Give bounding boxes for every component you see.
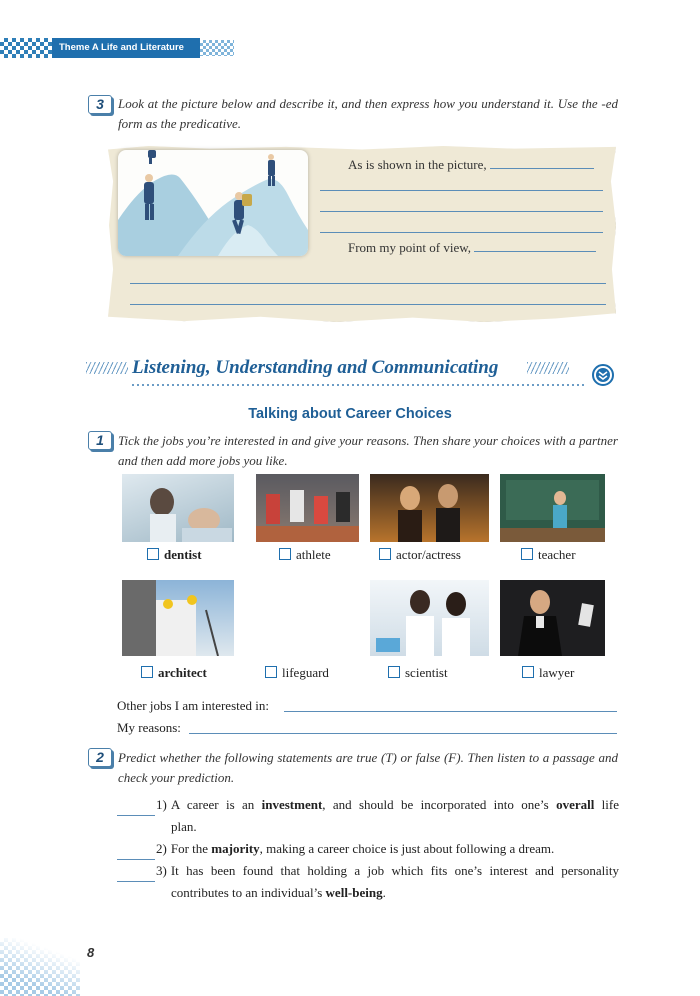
footer-checker-pattern: [0, 938, 80, 996]
statement-3: 3) It has been found that holding a job which fits one’s interest and personality contributes to an individual’s well-being.: [117, 860, 619, 904]
heading-hatch-left: [86, 362, 128, 374]
dentist-photo: [122, 474, 234, 542]
exercise-1-instruction: Tick the jobs you’re interested in and give your reasons. Then share your choices with a partner and then add more jobs you like.: [118, 433, 618, 468]
architect-photo: [122, 580, 234, 656]
job-checkbox-lawyer[interactable]: lawyer: [522, 665, 574, 681]
my-reasons-label: My reasons:: [117, 720, 181, 735]
answer-line: [130, 283, 606, 284]
cartoon-image: [118, 150, 308, 256]
answer-line: [320, 211, 603, 212]
actor-photo: [370, 474, 489, 542]
checkbox-icon: [141, 666, 153, 678]
heading-dotted-line: [132, 384, 587, 386]
checkbox-icon: [279, 548, 291, 560]
theme-header-label: Theme A Life and Literature: [52, 38, 200, 58]
expand-chevron-icon[interactable]: [592, 364, 614, 386]
job-checkbox-athlete[interactable]: athlete: [279, 547, 331, 563]
statement-1: 1) A career is an investment, and should be incorporated into one’s overall life plan.: [117, 794, 619, 838]
checkbox-icon: [147, 548, 159, 560]
exercise-3-instruction: Look at the picture below and describe it, and then express how you understand it. Use the -ed form as the predicative.: [118, 96, 618, 131]
header-checker-pattern-right: [200, 40, 234, 56]
reasons-answer-line[interactable]: [189, 733, 617, 734]
job-checkbox-architect[interactable]: architect: [141, 665, 207, 681]
answer-line: [320, 190, 603, 191]
job-checkbox-actor[interactable]: actor/actress: [379, 547, 461, 563]
job-checkbox-teacher[interactable]: teacher: [521, 547, 576, 563]
checkbox-icon: [522, 666, 534, 678]
prompt-as-shown: As is shown in the picture,: [348, 157, 594, 173]
checkbox-icon: [388, 666, 400, 678]
exercise-1-number: 1: [88, 431, 112, 450]
scientist-photo: [370, 580, 489, 656]
checkbox-icon: [379, 548, 391, 560]
job-checkbox-scientist[interactable]: scientist: [388, 665, 448, 681]
teacher-photo: [500, 474, 605, 542]
prompt-point-of-view: From my point of view,: [348, 240, 596, 256]
athlete-photo: [256, 474, 359, 542]
exercise-2-instruction: Predict whether the following statements are true (T) or false (F). Then listen to a passage and check your prediction.: [118, 750, 618, 785]
section-title: Listening, Understanding and Communicating: [132, 357, 499, 378]
checkbox-icon: [265, 666, 277, 678]
section-subtitle: Talking about Career Choices: [248, 406, 452, 422]
other-jobs-label: Other jobs I am interested in:: [117, 698, 269, 713]
answer-line: [130, 304, 606, 305]
checkbox-icon: [521, 548, 533, 560]
heading-hatch-right: [527, 362, 569, 374]
header-checker-pattern: [0, 38, 52, 58]
job-checkbox-dentist[interactable]: dentist: [147, 547, 202, 563]
exercise-2-number: 2: [88, 748, 112, 767]
statement-2: 2) For the majority, making a career choice is just about following a dream.: [117, 838, 619, 860]
answer-blank[interactable]: [117, 860, 155, 882]
other-jobs-answer-line[interactable]: [284, 711, 617, 712]
answer-line: [320, 232, 603, 233]
page-number: 8: [87, 945, 95, 960]
lawyer-photo: [500, 580, 605, 656]
job-checkbox-lifeguard[interactable]: lifeguard: [265, 665, 329, 681]
answer-blank[interactable]: [117, 794, 155, 816]
exercise-3-number: 3: [88, 95, 112, 114]
answer-blank[interactable]: [117, 838, 155, 860]
